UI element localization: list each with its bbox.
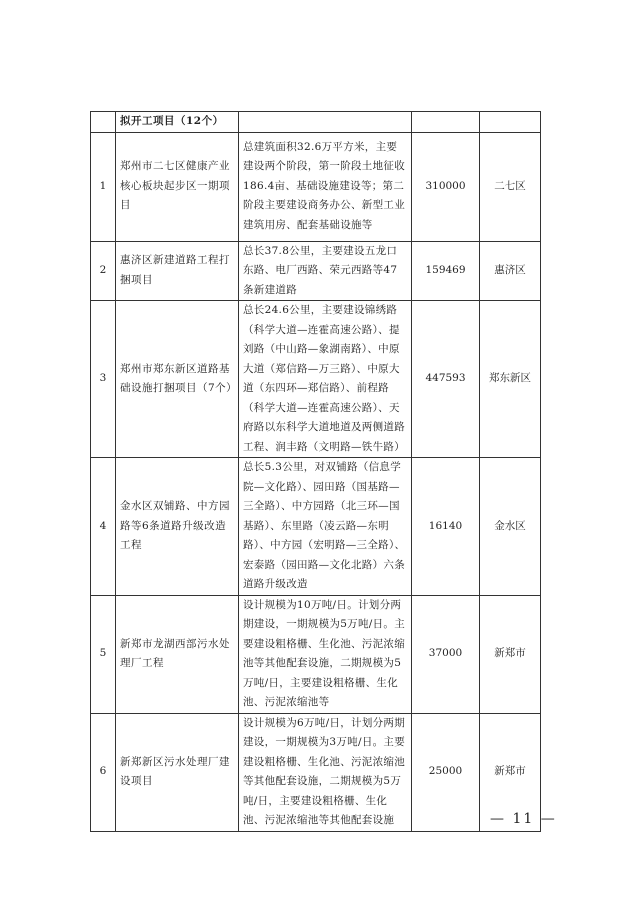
row-number: 3 <box>91 301 116 458</box>
project-region: 郑东新区 <box>480 301 541 458</box>
project-content: 总长37.8公里，主要建设五龙口东路、电厂西路、荣元西路等47条新建道路 <box>239 241 412 301</box>
table-row <box>91 713 541 831</box>
table-row <box>91 301 541 458</box>
section-empty-cell <box>480 112 541 133</box>
project-name: 新郑新区污水处理厂建设项目 <box>116 713 239 831</box>
table-row <box>91 241 541 301</box>
project-table <box>90 111 541 832</box>
project-name: 新郑市龙湖西部污水处理厂工程 <box>116 595 239 713</box>
project-region: 新郑市 <box>480 595 541 713</box>
project-region: 新郑市 <box>480 713 541 831</box>
row-number: 5 <box>91 595 116 713</box>
project-content: 总建筑面积32.6万平方米，主要建设两个阶段，第一阶段土地征收186.4亩、基础设施建设等；第二阶段主要建设商务办公、新型工业建筑用房、配套基础设施等 <box>239 132 412 241</box>
section-header-row <box>91 112 541 133</box>
project-name: 金水区双铺路、中方园路等6条道路升级改造工程 <box>116 458 239 596</box>
project-investment: 16140 <box>412 458 480 596</box>
table-row <box>91 132 541 241</box>
table-row <box>91 595 541 713</box>
page-number: — 11 — <box>490 811 557 827</box>
row-number: 2 <box>91 241 116 301</box>
row-number: 4 <box>91 458 116 596</box>
section-no-cell <box>91 112 116 133</box>
project-region: 金水区 <box>480 458 541 596</box>
project-investment: 310000 <box>412 132 480 241</box>
project-name: 郑州市郑东新区道路基础设施打捆项目（7个） <box>116 301 239 458</box>
project-content: 设计规模为6万吨/日，计划分两期建设，一期规模为3万吨/日。主要建设粗格栅、生化池、污泥浓缩池等其他配套设施，二期规模为5万吨/日，主要建设粗格栅、生化池、污泥浓缩池等其他配套设施 <box>239 713 412 831</box>
row-number: 6 <box>91 713 116 831</box>
section-title: 拟开工项目（12个） <box>116 112 239 133</box>
project-investment: 37000 <box>412 595 480 713</box>
project-name: 郑州市二七区健康产业核心板块起步区一期项目 <box>116 132 239 241</box>
section-empty-cell <box>412 112 480 133</box>
project-investment: 447593 <box>412 301 480 458</box>
project-investment: 159469 <box>412 241 480 301</box>
project-name: 惠济区新建道路工程打捆项目 <box>116 241 239 301</box>
section-empty-cell <box>239 112 412 133</box>
row-number: 1 <box>91 132 116 241</box>
project-investment: 25000 <box>412 713 480 831</box>
table-row <box>91 458 541 596</box>
project-content: 总长24.6公里，主要建设锦绣路（科学大道—连霍高速公路）、提刘路（中山路—象湖南路）、中原大道（郑信路—万三路）、中原大道（东四环—郑信路）、前程路（科学大道—连霍高速公路）、天府路以东科学大道地道及两侧道路工程、润丰路（文明路—铁牛路） <box>239 301 412 458</box>
project-content: 总长5.3公里，对双铺路（信息学院—文化路）、园田路（国基路—三全路）、中方园路（北三环—国基路）、东里路（凌云路—东明路）、中方园（宏明路—三全路）、宏泰路（园田路—文化北路）六条道路升级改造 <box>239 458 412 596</box>
project-region: 惠济区 <box>480 241 541 301</box>
project-region: 二七区 <box>480 132 541 241</box>
project-content: 设计规模为10万吨/日。计划分两期建设，一期规模为5万吨/日。主要建设粗格栅、生化池、污泥浓缩池等其他配套设施，二期规模为5万吨/日，主要建设粗格栅、生化池、污泥浓缩池等 <box>239 595 412 713</box>
